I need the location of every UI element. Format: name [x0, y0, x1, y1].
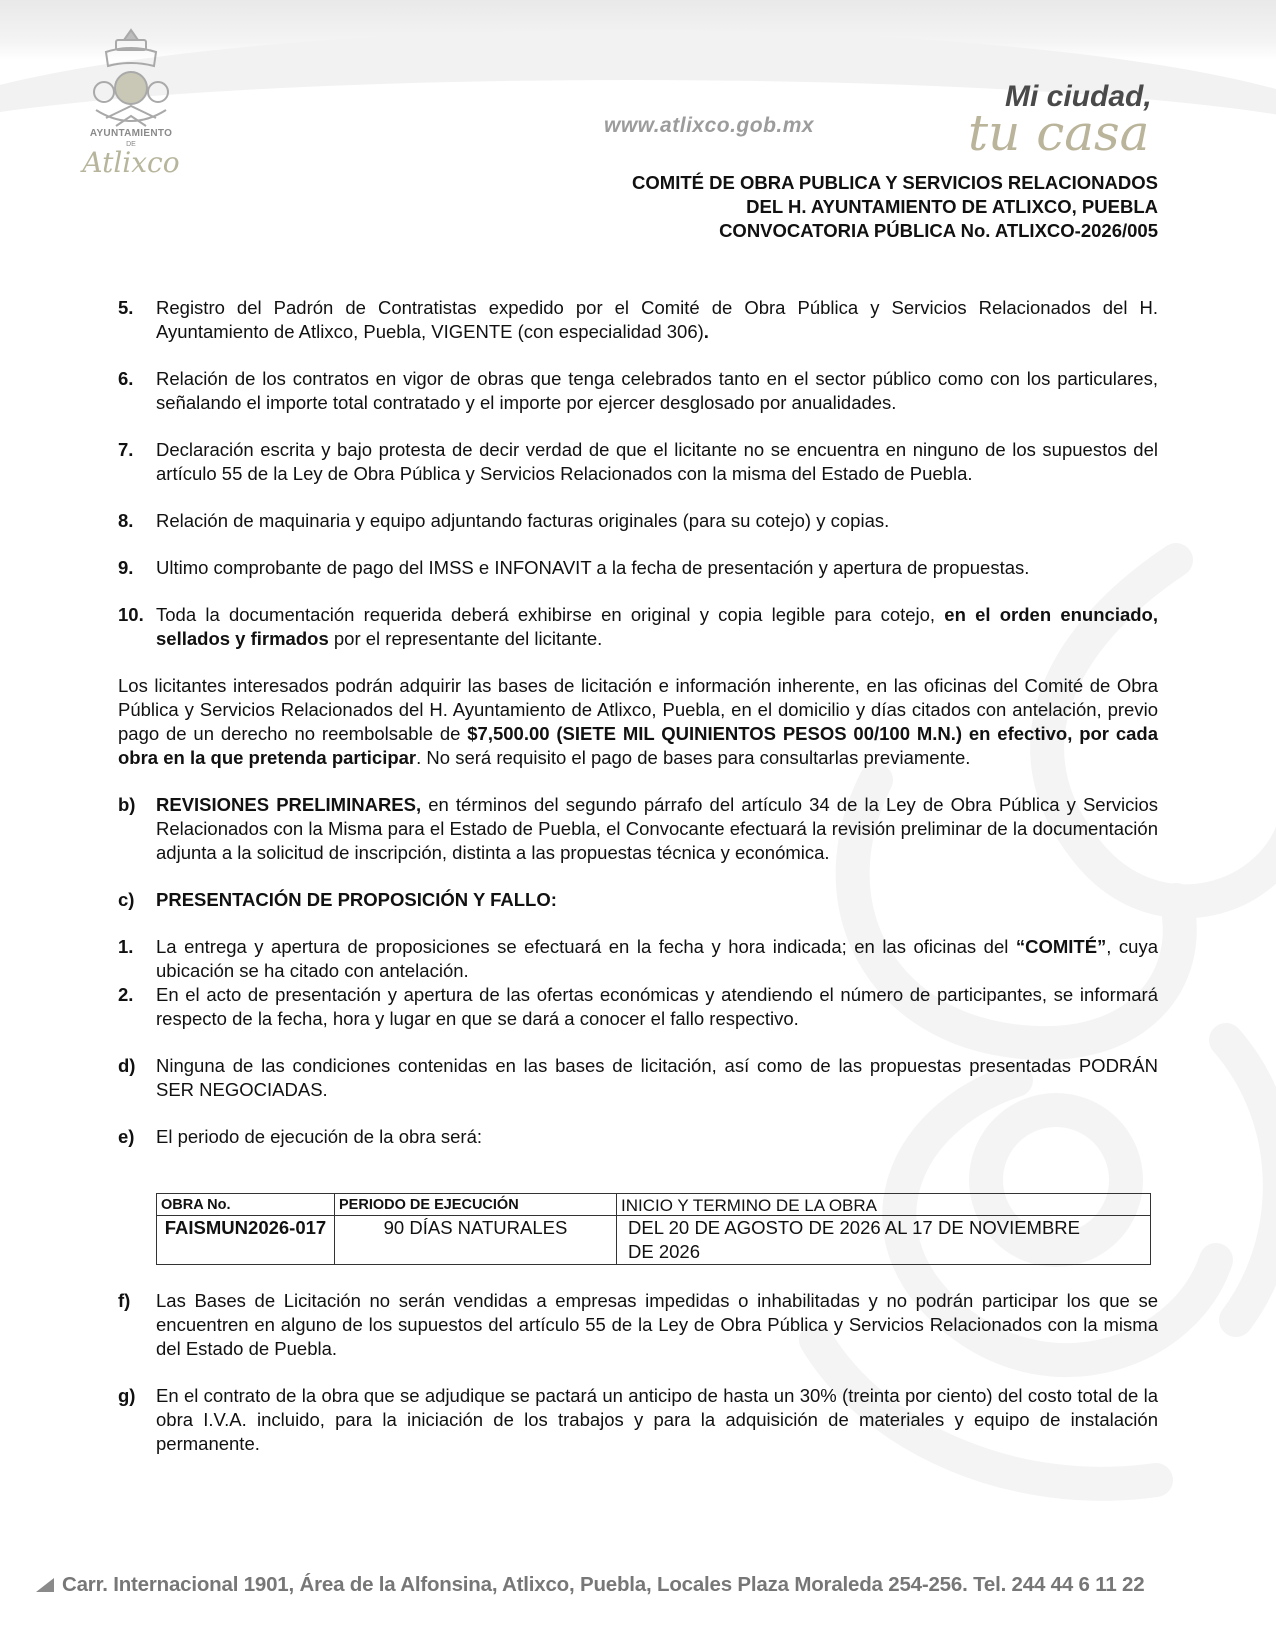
header-line-3: CONVOCATORIA PÚBLICA No. ATLIXCO-2026/005	[719, 220, 1158, 241]
item-text: Relación de maquinaria y equipo adjuntando facturas originales (para su cotejo) y copias.	[156, 510, 890, 531]
section-text: Ninguna de las condiciones contenidas en las bases de licitación, así como de las propuestas presentadas PODRÁN SER NEGOCIADAS.	[156, 1055, 1158, 1100]
item-number: 1.	[118, 936, 134, 957]
requirement-item-10	[118, 603, 1158, 651]
section-d	[118, 1054, 1158, 1102]
section-text: Las Bases de Licitación no serán vendidas a empresas impedidas o inhabilitadas y no podrán participar los que se encuentren en alguno de los supuestos del artículo 55 de la Ley de Obra Pública y Servicios Relacionados con la misma del Estado de Puebla.	[156, 1290, 1158, 1359]
section-f	[118, 1289, 1158, 1361]
section-e	[118, 1125, 1158, 1149]
cell-inicio-termino: DEL 20 DE AGOSTO DE 2026 AL 17 DE NOVIEMBRE DE 2026	[617, 1216, 1151, 1265]
table-row	[157, 1216, 1151, 1265]
section-text	[156, 793, 1158, 865]
item-text-start: La entrega y apertura de proposiciones se efectuará en la fecha y hora indicada; en las oficinas del	[156, 936, 1016, 957]
section-g	[118, 1384, 1158, 1456]
section-text: En el contrato de la obra que se adjudique se pactará un anticipo de hasta un 30% (treinta por ciento) del costo total de la obra I.V.A. incluido, para la iniciación de los trabajos y para la adquisición de materiales y equipo de instalación permanente.	[156, 1385, 1158, 1454]
section-title	[156, 888, 1158, 912]
header-line-2: DEL H. AYUNTAMIENTO DE ATLIXCO, PUEBLA	[746, 196, 1158, 217]
item-text-end: , cuya ubicación se ha citado con antelación.	[156, 936, 1159, 981]
header-periodo: PERIODO DE EJECUCIÓN	[335, 1194, 617, 1216]
item-text	[156, 935, 1158, 983]
section-letter: d)	[118, 1055, 136, 1076]
document-body	[118, 296, 1158, 1456]
cell-periodo: 90 DÍAS NATURALES	[335, 1216, 617, 1265]
item-text-bold: en el orden enunciado, sellados y firmados	[156, 604, 1158, 649]
item-number: 6.	[118, 368, 134, 389]
item-text: Declaración escrita y bajo protesta de decir verdad de que el licitante no se encuentra en ninguno de los supuestos del artículo 55 de la Ley de Obra Pública y Servicios Relacionados con la misma del Estado de Puebla.	[156, 439, 1158, 484]
header-inicio-termino: INICIO Y TERMINO DE LA OBRA	[617, 1194, 1151, 1216]
bases-paragraph	[118, 674, 1158, 770]
obra-table	[156, 1193, 1151, 1265]
item-number: 8.	[118, 510, 134, 531]
website-url: www.atlixco.gob.mx	[604, 114, 815, 137]
item-text: En el acto de presentación y apertura de las ofertas económicas y atendiendo el número de participantes, se informará respecto de la fecha, hora y lugar en que se dará a conocer el fallo respectivo.	[156, 984, 1158, 1029]
item-text-end: por el representante del licitante.	[328, 628, 603, 649]
item-number: 7.	[118, 439, 134, 460]
footer-address-text: Carr. Internacional 1901, Área de la Alfonsina, Atlixco, Puebla, Locales Plaza Moraleda 254-256. Tel. 244 44 6 11 22	[62, 1573, 1145, 1596]
section-c-item-1	[118, 935, 1158, 983]
requirement-item-9	[118, 556, 1158, 580]
logo-caption-atlixco: Atlixco	[82, 146, 180, 179]
table-header-row	[157, 1194, 1151, 1216]
slogan-line-2: tu casa	[968, 104, 1150, 162]
requirement-item-6	[118, 367, 1158, 415]
cell-obra: FAISMUN2026-017	[157, 1216, 335, 1265]
item-text: Ultimo comprobante de pago del IMSS e INFONAVIT a la fecha de presentación y apertura de propuestas.	[156, 557, 1030, 578]
item-text-period: .	[703, 321, 709, 342]
item-text: Relación de los contratos en vigor de obras que tenga celebrados tanto en el sector público como con los particulares, señalando el importe total contratado y el importe por ejercer desglosado por anualidades.	[156, 368, 1158, 413]
bases-price-bold: $7,500.00 (SIETE MIL QUINIENTOS PESOS 00/100 M.N.) en efectivo, por cada obra en la que pretenda participar	[118, 723, 1158, 768]
requirement-item-8	[118, 509, 1158, 533]
requirement-item-5	[118, 296, 1158, 344]
item-text	[156, 296, 1158, 344]
bases-text-start: Los licitantes interesados podrán adquirir las bases de licitación e información inherente, en las oficinas del Comité de Obra Pública y Servicios Relacionados del H. Ayuntamiento de Atlixco, Puebla, en el domicilio y días citados con antelación, previo pago de un derecho no reembolsable de	[118, 675, 1158, 744]
section-c	[118, 888, 1158, 912]
logo-caption-ayuntamiento: AYUNTAMIENTO	[89, 128, 173, 139]
slogan-line-1: Mi ciudad,	[1005, 80, 1152, 113]
item-number: 9.	[118, 557, 134, 578]
document-header	[632, 171, 1158, 243]
header-line-1: COMITÉ DE OBRA PUBLICA Y SERVICIOS RELACIONADOS	[632, 172, 1158, 193]
section-letter: g)	[118, 1385, 136, 1406]
footer-triangle-icon	[36, 1578, 54, 1592]
requirement-item-7	[118, 438, 1158, 486]
item-number: 10.	[118, 604, 144, 625]
logo-caption-de: DE	[126, 141, 136, 148]
section-letter: f)	[118, 1290, 131, 1311]
section-b	[118, 793, 1158, 865]
section-c-item-2	[118, 983, 1158, 1031]
section-letter: e)	[118, 1126, 135, 1147]
bases-text-end: . No será requisito el pago de bases para consultarlas previamente.	[416, 747, 971, 768]
item-text-start: Toda la documentación requerida deberá exhibirse en original y copia legible para cotejo,	[156, 604, 945, 625]
section-letter: c)	[118, 889, 135, 910]
item-number: 5.	[118, 297, 134, 318]
section-letter: b)	[118, 794, 136, 815]
section-body: en términos del segundo párrafo del artículo 34 de la Ley de Obra Pública y Servicios Relacionados con la Misma para el Estado de Puebla, el Convocante efectuará la revisión preliminar de la documentación adjunta a la solicitud de inscripción, distinta a las propuestas técnica y económica.	[156, 794, 1158, 863]
footer-address	[36, 1573, 1144, 1597]
item-text-bold: “COMITÉ”	[1015, 936, 1107, 957]
section-title: REVISIONES PRELIMINARES,	[156, 794, 422, 815]
item-text-main: Registro del Padrón de Contratistas expedido por el Comité de Obra Pública y Servicios Relacionados del H. Ayuntamiento de Atlixco, Puebla, VIGENTE (con especialidad 306)	[156, 297, 1158, 342]
header-obra: OBRA No.	[157, 1194, 335, 1216]
item-number: 2.	[118, 984, 134, 1005]
item-text	[156, 603, 1158, 651]
section-title-text: PRESENTACIÓN DE PROPOSICIÓN Y FALLO:	[156, 889, 557, 910]
section-text: El periodo de ejecución de la obra será:	[156, 1126, 483, 1147]
